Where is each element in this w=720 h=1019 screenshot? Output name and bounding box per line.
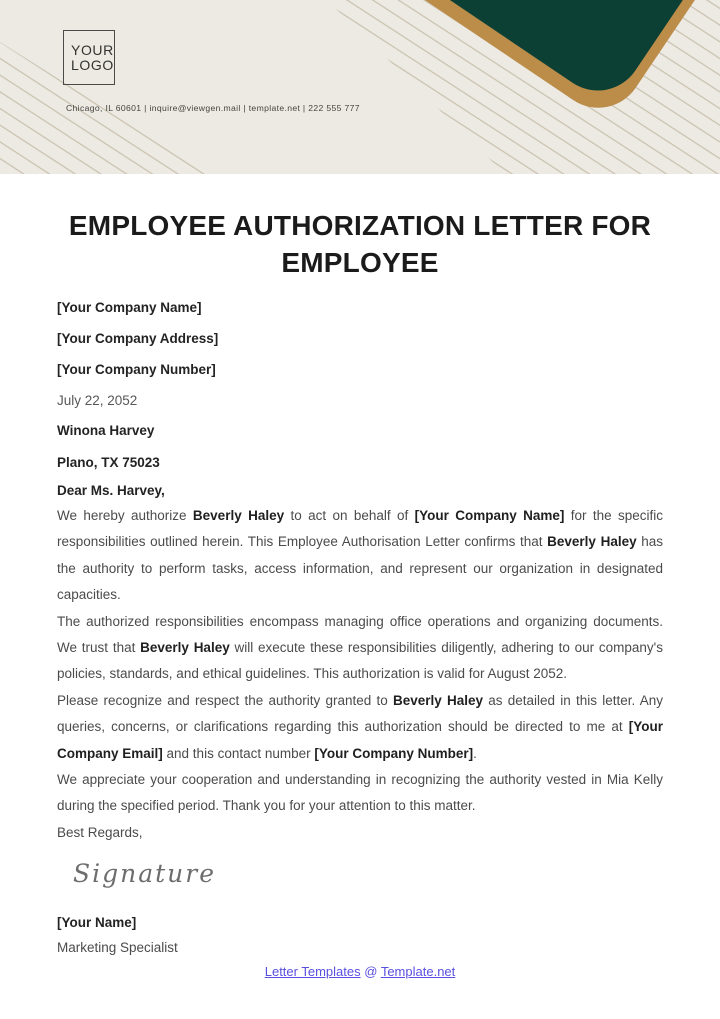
footer-separator: @ (364, 964, 378, 980)
letter-paragraph-4: We appreciate your cooperation and understanding in recognizing the authority vested in Mia Kelly during the specified period. Thank you for your attention to this matter. (57, 772, 663, 814)
letter-title: EMPLOYEE AUTHORIZATION LETTER FOR EMPLOYEE (68, 210, 652, 278)
footer (57, 964, 663, 979)
template-net-link[interactable]: Template.net (380, 964, 456, 980)
salutation: Dear Ms. Harvey, (57, 483, 165, 498)
company-name-placeholder: [Your Company Name] (57, 300, 202, 315)
signature-script: Signature (73, 859, 217, 889)
company-address-placeholder: [Your Company Address] (57, 331, 219, 346)
sender-name-placeholder: [Your Name] (57, 915, 137, 931)
letter-templates-link[interactable]: Letter Templates (264, 964, 361, 980)
letter-paragraph-2: The authorized responsibilities encompass managing office operations and organizing documents. We trust that Beverly Haley will execute these responsibilities diligently, adhering to our company's policies, standards, and ethical guidelines. This authorization is valid for August 2052. (57, 613, 664, 682)
letterhead-decoration (0, 0, 720, 174)
letter-date: July 22, 2052 (57, 393, 138, 408)
company-number-placeholder: [Your Company Number] (57, 362, 216, 377)
closing-line: Best Regards, (57, 824, 143, 840)
company-logo (63, 30, 115, 85)
logo-text-line2: LOGO (71, 56, 114, 73)
letterhead (0, 0, 720, 174)
logo-text-line1: YOUR (71, 41, 114, 58)
letter-paragraph-1: We hereby authorize Beverly Haley to act on behalf of [Your Company Name] for the specific responsibilities outlined herein. This Employee Authorisation Letter confirms that Beverly Haley has the authority to perform tasks, access information, and represent our organization in designated capacities. (57, 508, 664, 603)
contact-info: Chicago, IL 60601 | inquire@viewgen.mail | template.net | 222 555 777 (66, 103, 360, 113)
letter-body (0, 207, 720, 979)
sender-job-title: Marketing Specialist (57, 940, 178, 956)
recipient-name: Winona Harvey (57, 423, 155, 438)
recipient-address: Plano, TX 75023 (57, 455, 160, 470)
letter-paragraph-3: Please recognize and respect the authority granted to Beverly Haley as detailed in this letter. Any queries, concerns, or clarifications regarding this authorization should be directed to me at [Your Company Email] and this contact number [Your Company Number]. (57, 692, 663, 761)
